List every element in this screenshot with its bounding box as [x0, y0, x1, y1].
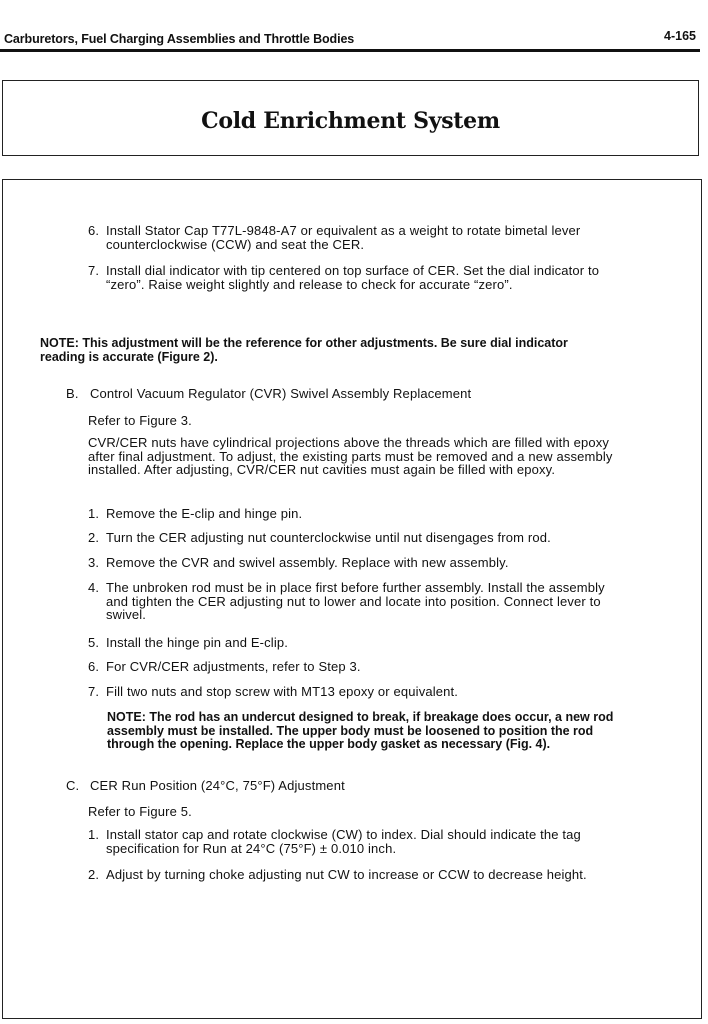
step-number: 6.	[88, 659, 100, 674]
section-letter: C.	[66, 778, 80, 793]
list-item	[88, 224, 628, 251]
header-rule	[0, 49, 700, 52]
step-number: 2.	[88, 867, 100, 882]
step-text: For CVR/CER adjustments, refer to Step 3.	[106, 659, 361, 674]
list-item	[88, 660, 628, 674]
note-rod-undercut: NOTE: The rod has an undercut designed to break, if breakage does occur, a new rod assembly must be installed. The upper body must be loosened to position the rod through the opening. Replace the upper body gasket as necessary (Fig. 4).	[107, 710, 614, 751]
step-number: 2.	[88, 530, 100, 545]
section-b-heading	[66, 387, 626, 401]
step-number: 1.	[88, 827, 100, 842]
step-number: 3.	[88, 555, 100, 570]
step-number: 4.	[88, 580, 100, 595]
step-number: 7.	[88, 684, 100, 699]
title-box	[2, 80, 699, 156]
step-number: 5.	[88, 635, 100, 650]
step-text: Turn the CER adjusting nut counterclockwise until nut disengages from rod.	[106, 530, 551, 545]
section-c-heading	[66, 779, 626, 793]
step-text: Remove the CVR and swivel assembly. Replace with new assembly.	[106, 555, 509, 570]
step-text: Install the hinge pin and E-clip.	[106, 635, 289, 650]
step-text: Adjust by turning choke adjusting nut CW to increase or CCW to decrease height.	[106, 867, 587, 882]
list-item	[88, 531, 628, 545]
page-title: Cold Enrichment System	[201, 108, 500, 134]
list-item	[88, 264, 628, 291]
step-text: Install stator cap and rotate clockwise (CW) to index. Dial should indicate the tag specification for Run at 24°C (75°F) ± 0.010 inch.	[106, 827, 581, 856]
note-reference: NOTE: This adjustment will be the reference for other adjustments. Be sure dial indicator reading is accurate (Figure 2).	[40, 336, 568, 364]
step-text: The unbroken rod must be in place first before further assembly. Install the assembly and tighten the CER adjusting nut to lower and locate into position. Connect lever to swivel.	[106, 580, 605, 622]
list-item	[88, 828, 628, 855]
list-item	[88, 868, 628, 882]
step-text: Install Stator Cap T77L-9848-A7 or equivalent as a weight to rotate bimetal lever counterclockwise (CCW) and seat the CER.	[106, 223, 581, 252]
section-title: CER Run Position (24°C, 75°F) Adjustment	[90, 778, 345, 793]
list-item	[88, 507, 628, 521]
step-text: Fill two nuts and stop screw with MT13 epoxy or equivalent.	[106, 684, 459, 699]
section-letter: B.	[66, 386, 79, 401]
page-number: 4-165	[664, 29, 696, 43]
step-text: Remove the E-clip and hinge pin.	[106, 506, 303, 521]
section-title: Control Vacuum Regulator (CVR) Swivel Assembly Replacement	[90, 386, 472, 401]
section-b-paragraph: CVR/CER nuts have cylindrical projections above the threads which are filled with epoxy after final adjustment. To adjust, the existing parts must be removed and a new assembly installed. After adjusting, CVR/CER nut cavities must again be filled with epoxy.	[88, 435, 613, 477]
list-item	[88, 556, 628, 570]
step-number: 7.	[88, 263, 100, 278]
running-header-title: Carburetors, Fuel Charging Assemblies and Throttle Bodies	[4, 32, 355, 46]
list-item	[88, 636, 628, 650]
step-number: 1.	[88, 506, 100, 521]
list-item	[88, 581, 628, 622]
figure-reference: Refer to Figure 5.	[88, 804, 192, 819]
figure-reference: Refer to Figure 3.	[88, 413, 192, 428]
step-text: Install dial indicator with tip centered on top surface of CER. Set the dial indicator to “zero”. Raise weight slightly and release to check for accurate “zero”.	[106, 263, 600, 292]
step-number: 6.	[88, 223, 100, 238]
list-item	[88, 685, 628, 699]
